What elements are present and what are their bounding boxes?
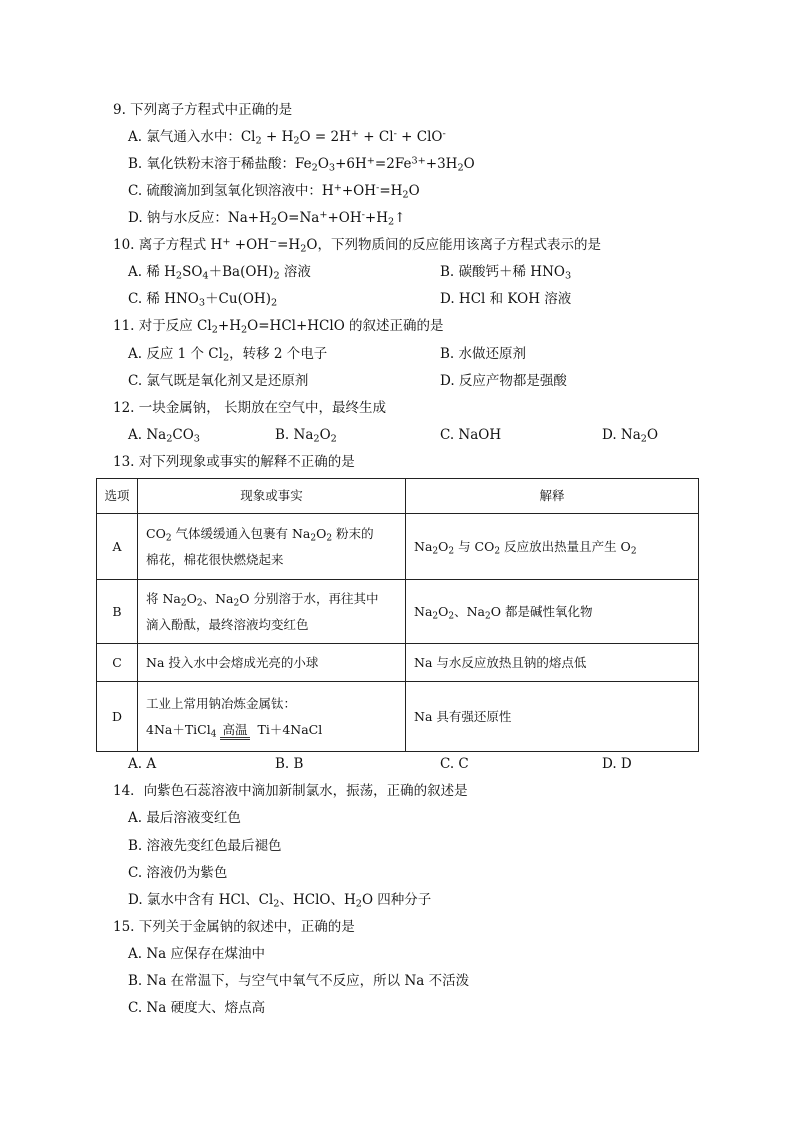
row-fact: $CO_2$ 气体缓缓通入包裹有 $Na_2O_2$ 粉末的 棉花，棉花很快燃烧起来: [138, 514, 406, 580]
q10-option-d: D. HCl 和 KOH 溶液: [440, 291, 572, 307]
q14-option-a: A. 最后溶液变红色: [128, 810, 241, 826]
row-label: B: [97, 580, 138, 644]
table-header-row: [97, 479, 699, 514]
q13-option-a: A. A: [128, 756, 157, 772]
q11-option-a: A. 反应 1 个 $Cl_2$，转移 2 个电子: [128, 346, 328, 364]
q11-option-b: B. 水做还原剂: [440, 346, 527, 362]
q15-option-a: A. Na 应保存在煤油中: [128, 946, 265, 962]
q15-option-c: C. Na 硬度大、熔点高: [128, 1000, 266, 1016]
q10-option-b: B. 碳酸钙＋稀 $HNO_3$: [440, 264, 572, 282]
q14-option-b: B. 溶液先变红色最后褪色: [128, 838, 282, 854]
q9-option-b: B. 氧化铁粉末溶于稀盐酸：$Fe_2O_3+6H^+=2Fe^{3+}+3H_2O$: [128, 155, 475, 174]
q15-option-b: B. Na 在常温下，与空气中氧气不反应，所以 Na 不活泼: [128, 973, 470, 989]
q11-stem: 11. 对于反应 $Cl_2+H_2O=HCl+HClO$ 的叙述正确的是: [113, 318, 444, 336]
q13-option-c: C. C: [440, 756, 469, 772]
q13-option-b: B. B: [275, 756, 304, 772]
q12-option-a: A. $Na_2CO_3$: [128, 427, 200, 445]
table-row-a: [97, 514, 699, 580]
q9-stem: 9. 下列离子方程式中正确的是: [113, 102, 293, 118]
row-fact: 工业上常用钠冶炼金属钛： 4Na＋TiCl$_4$ 高温 Ti＋4NaCl: [138, 682, 406, 752]
row-explain: Na 与水反应放热且钠的熔点低: [406, 644, 699, 682]
q14-stem: 14．向紫色石蕊溶液中滴加新制氯水，振荡，正确的叙述是: [113, 783, 468, 799]
q11-option-c: C. 氯气既是氧化剂又是还原剂: [128, 373, 309, 389]
table-row-b: [97, 580, 699, 644]
table-header-option: 选项: [97, 479, 138, 514]
q9-option-d: D. 钠与水反应：$Na+H_2O=Na^++OH^-+H_2↑$: [128, 209, 406, 228]
reaction-condition: 高温: [220, 723, 249, 740]
row-label: A: [97, 514, 138, 580]
q11-option-d: D. 反应产物都是强酸: [440, 373, 567, 389]
q12-option-c: C. NaOH: [440, 427, 502, 443]
q14-option-c: C. 溶液仍为紫色: [128, 865, 228, 881]
table-header-fact: 现象或事实: [138, 479, 406, 514]
row-label: C: [97, 644, 138, 682]
table-header-explain: 解释: [406, 479, 699, 514]
q15-stem: 15. 下列关于金属钠的叙述中，正确的是: [113, 919, 355, 935]
q14-option-d: D. 氯水中含有 HCl、$Cl_2$、HClO、$H_2O$ 四种分子: [128, 892, 432, 910]
q9-option-a: A. 氯气通入水中：$Cl_2 + H_2O = 2H^+ + Cl^- + ClO^-$: [128, 128, 446, 147]
q13-table: [96, 478, 699, 752]
row-fact: Na 投入水中会熔成光亮的小球: [138, 644, 406, 682]
table-row-d: [97, 682, 699, 752]
q10-stem: 10. 离子方程式 $H^+ +OH^-=H_2O$，下列物质间的反应能用该离子方程式表示的是: [113, 236, 601, 255]
q9-option-c: C. 硫酸滴加到氢氧化钡溶液中：$H^++OH^-=H_2O$: [128, 182, 420, 201]
q12-option-d: D. $Na_2O$: [602, 427, 659, 445]
row-label: D: [97, 682, 138, 752]
row-explain: $Na_2O_2$、$Na_2O$ 都是碱性氧化物: [406, 580, 699, 644]
row-fact: 将 $Na_2O_2$、$Na_2O$ 分别溶于水，再往其中 滴入酚酞，最终溶液均变红色: [138, 580, 406, 644]
q12-stem: 12. 一块金属钠， 长期放在空气中，最终生成: [113, 400, 387, 416]
q12-option-b: B. $Na_2O_2$: [275, 427, 337, 445]
q10-option-c: C. 稀 $HNO_3+Cu(OH)_2$: [128, 291, 278, 309]
row-explain: $Na_2O_2$ 与 $CO_2$ 反应放出热量且产生 $O_2$: [406, 514, 699, 580]
q13-stem: 13. 对下列现象或事实的解释不正确的是: [113, 454, 355, 470]
row-explain: Na 具有强还原性: [406, 682, 699, 752]
q10-option-a: A. 稀 $H_2SO_4+Ba(OH)_2$ 溶液: [128, 264, 311, 282]
table-row-c: [97, 644, 699, 682]
q13-option-d: D. D: [602, 756, 632, 772]
